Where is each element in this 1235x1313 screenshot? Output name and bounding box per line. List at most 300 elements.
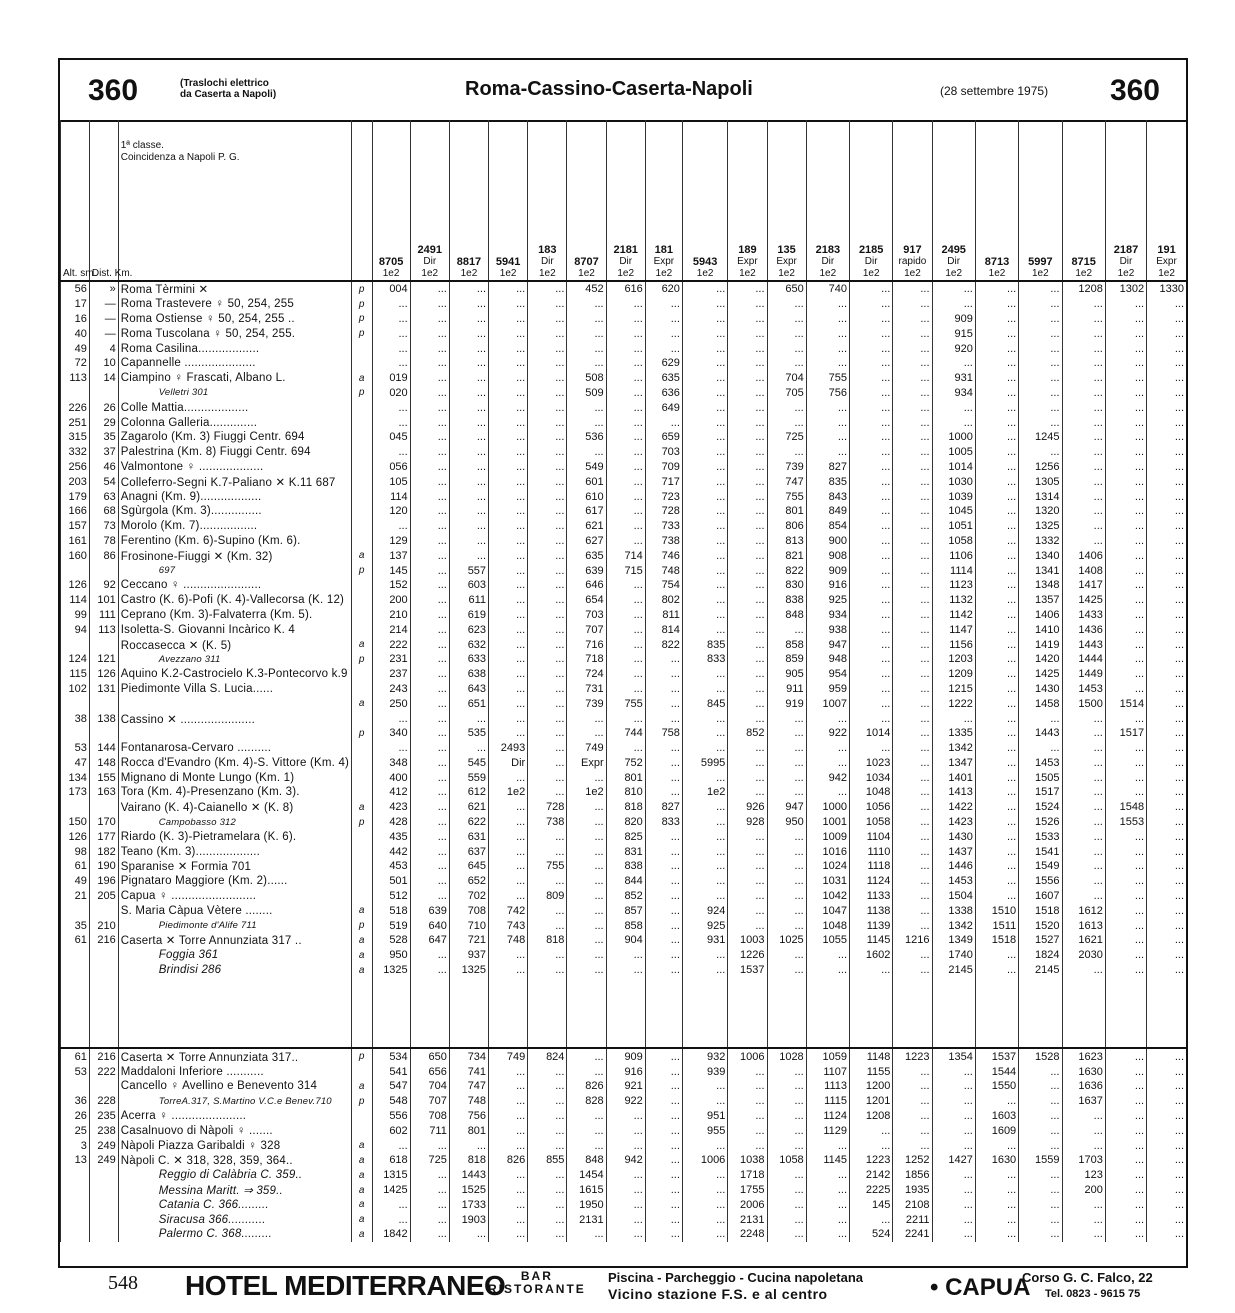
time-cell: ... <box>975 474 1018 489</box>
station-row <box>61 903 1187 918</box>
train-number: 8817 <box>456 256 482 268</box>
time-cell: 509 <box>567 386 606 401</box>
time-cell: 937 <box>449 948 488 963</box>
time-cell: ... <box>932 1138 975 1153</box>
time-cell: ... <box>528 1168 567 1183</box>
time-cell: ... <box>1019 1064 1062 1079</box>
time-cell: ... <box>606 356 645 371</box>
time-cell: ... <box>528 400 567 415</box>
altitude: 56 <box>61 281 90 297</box>
time-cell: 650 <box>410 1048 449 1064</box>
time-cell: ... <box>1062 474 1105 489</box>
train-class: 1e2 <box>578 268 595 279</box>
train-column-header <box>975 120 1018 281</box>
time-cell: 746 <box>645 548 682 563</box>
time-cell: ... <box>728 593 767 608</box>
time-cell: Expr <box>567 756 606 771</box>
time-cell: ... <box>850 386 893 401</box>
time-cell: 020 <box>372 386 410 401</box>
time-cell: ... <box>528 1227 567 1242</box>
train-category: Dir <box>947 256 961 267</box>
station-name: Catania C. 366......... <box>118 1197 351 1212</box>
time-cell: ... <box>645 1109 682 1124</box>
time-cell: ... <box>850 593 893 608</box>
time-cell: 1000 <box>932 430 975 445</box>
station-row <box>61 1153 1187 1168</box>
time-cell: 1203 <box>932 652 975 667</box>
time-cell: ... <box>767 1138 806 1153</box>
time-cell: ... <box>767 1227 806 1242</box>
distance-km: 216 <box>89 1048 118 1064</box>
time-cell: 547 <box>372 1079 410 1094</box>
time-cell: ... <box>728 534 767 549</box>
time-cell: ... <box>682 844 727 859</box>
time-cell: 715 <box>606 563 645 578</box>
time-cell: ... <box>528 593 567 608</box>
distance-km: 4 <box>89 341 118 356</box>
time-cell: 1505 <box>1019 770 1062 785</box>
time-cell: 1256 <box>1019 460 1062 475</box>
train-category: Dir <box>821 256 835 267</box>
time-cell: ... <box>728 1109 767 1124</box>
time-cell: ... <box>975 667 1018 682</box>
time-cell: ... <box>850 1123 893 1138</box>
time-cell: ... <box>682 859 727 874</box>
time-cell: ... <box>850 474 893 489</box>
time-cell: 1556 <box>1019 874 1062 889</box>
time-cell: ... <box>606 711 645 726</box>
time-cell: ... <box>806 963 849 978</box>
time-cell: 1320 <box>1019 504 1062 519</box>
time-cell: ... <box>528 519 567 534</box>
arr-dep-marker <box>351 519 372 534</box>
time-cell: 801 <box>449 1123 488 1138</box>
time-cell: 904 <box>606 933 645 948</box>
time-cell: ... <box>489 312 528 327</box>
time-cell: 744 <box>606 726 645 741</box>
time-cell: 704 <box>410 1079 449 1094</box>
time-cell: ... <box>606 297 645 312</box>
time-cell: ... <box>682 1079 727 1094</box>
time-cell: ... <box>767 889 806 904</box>
time-cell: 453 <box>372 859 410 874</box>
arr-dep-marker <box>351 682 372 697</box>
train-column-header <box>1105 120 1146 281</box>
time-cell: ... <box>410 415 449 430</box>
time-cell: ... <box>728 770 767 785</box>
time-cell: ... <box>1062 859 1105 874</box>
time-cell: 237 <box>372 667 410 682</box>
time-cell: 1533 <box>1019 829 1062 844</box>
ap-header <box>351 120 372 281</box>
time-cell: 1252 <box>893 1153 932 1168</box>
time-cell: ... <box>1147 563 1186 578</box>
time-cell: ... <box>850 356 893 371</box>
gap-cell <box>567 977 606 1048</box>
distance-km <box>89 1168 118 1183</box>
time-cell: ... <box>1105 829 1146 844</box>
time-cell: 639 <box>567 563 606 578</box>
time-cell: 1525 <box>449 1183 488 1198</box>
altitude: 13 <box>61 1153 90 1168</box>
time-cell: 1335 <box>932 726 975 741</box>
time-cell: ... <box>528 281 567 297</box>
time-cell: ... <box>806 741 849 756</box>
time-cell: 1612 <box>1062 903 1105 918</box>
time-cell: ... <box>489 563 528 578</box>
time-cell: 1023 <box>850 756 893 771</box>
train-category: Expr <box>1156 256 1177 267</box>
time-cell: ... <box>1105 326 1146 341</box>
station-name: Cancello ♀ Avellino e Benevento 314 <box>118 1079 351 1094</box>
time-cell: 1527 <box>1019 933 1062 948</box>
time-cell: ... <box>767 829 806 844</box>
time-cell: 1550 <box>975 1079 1018 1094</box>
time-cell: ... <box>606 578 645 593</box>
altitude: 53 <box>61 741 90 756</box>
time-cell: ... <box>728 341 767 356</box>
time-cell: ... <box>1062 371 1105 386</box>
time-cell: 1621 <box>1062 933 1105 948</box>
station-row <box>61 622 1187 637</box>
time-cell: ... <box>1062 889 1105 904</box>
time-cell: 911 <box>767 682 806 697</box>
station-row <box>61 341 1187 356</box>
time-cell: 129 <box>372 534 410 549</box>
time-cell: ... <box>806 415 849 430</box>
time-cell: ... <box>932 281 975 297</box>
time-cell: 621 <box>449 800 488 815</box>
distance-km <box>89 1183 118 1198</box>
time-cell: ... <box>645 785 682 800</box>
time-cell: ... <box>893 415 932 430</box>
time-cell: ... <box>489 474 528 489</box>
time-cell: ... <box>410 682 449 697</box>
time-cell: ... <box>728 829 767 844</box>
time-cell: 755 <box>606 696 645 711</box>
time-cell: ... <box>893 341 932 356</box>
time-cell: ... <box>1062 741 1105 756</box>
time-cell: 1118 <box>850 859 893 874</box>
time-cell: 2225 <box>850 1183 893 1198</box>
time-cell: ... <box>893 1094 932 1109</box>
time-cell: 708 <box>449 903 488 918</box>
time-cell: ... <box>893 696 932 711</box>
train-class: 1e2 <box>1158 268 1175 279</box>
time-cell: 818 <box>528 933 567 948</box>
time-cell: ... <box>1105 903 1146 918</box>
time-cell: 1824 <box>1019 948 1062 963</box>
time-cell: ... <box>645 1064 682 1079</box>
altitude: 256 <box>61 460 90 475</box>
station-row <box>61 829 1187 844</box>
time-cell: 1425 <box>1019 667 1062 682</box>
time-cell: ... <box>606 312 645 327</box>
time-cell: 825 <box>606 829 645 844</box>
time-cell: 728 <box>528 800 567 815</box>
train-class: 1e2 <box>499 268 517 279</box>
time-cell: 934 <box>806 608 849 623</box>
time-cell: ... <box>850 622 893 637</box>
time-cell: 1034 <box>850 770 893 785</box>
time-cell: 612 <box>449 785 488 800</box>
time-cell: 1528 <box>1019 1048 1062 1064</box>
time-cell: ... <box>489 682 528 697</box>
time-cell: ... <box>1147 1079 1186 1094</box>
time-cell: 844 <box>606 874 645 889</box>
distance-km: — <box>89 297 118 312</box>
time-cell: 822 <box>767 563 806 578</box>
time-cell: ... <box>728 297 767 312</box>
time-cell: ... <box>893 652 932 667</box>
time-cell: ... <box>528 667 567 682</box>
time-cell: ... <box>410 711 449 726</box>
time-cell: 1147 <box>932 622 975 637</box>
time-cell: ... <box>728 652 767 667</box>
time-cell: 2248 <box>728 1227 767 1242</box>
time-cell: ... <box>850 445 893 460</box>
time-cell: ... <box>528 489 567 504</box>
time-cell: 1059 <box>806 1048 849 1064</box>
time-cell: 1305 <box>1019 474 1062 489</box>
time-cell: 2145 <box>1019 963 1062 978</box>
time-cell: ... <box>645 696 682 711</box>
station-row <box>61 652 1187 667</box>
time-cell: 1436 <box>1062 622 1105 637</box>
train-number: 8707 <box>574 256 599 268</box>
time-cell: ... <box>682 948 727 963</box>
time-cell: ... <box>410 608 449 623</box>
station-name: TorreA.317, S.Martino V.C.e Benev.710 <box>118 1094 351 1109</box>
time-cell: ... <box>528 534 567 549</box>
time-cell: 528 <box>372 933 410 948</box>
time-cell: ... <box>1147 933 1186 948</box>
arr-dep-marker: a <box>351 1079 372 1094</box>
time-cell: ... <box>682 489 727 504</box>
arr-dep-marker <box>351 400 372 415</box>
time-cell: ... <box>728 356 767 371</box>
time-cell: 1446 <box>932 859 975 874</box>
time-cell: 1425 <box>372 1183 410 1198</box>
time-cell: ... <box>893 593 932 608</box>
time-cell: ... <box>893 504 932 519</box>
time-cell: ... <box>410 326 449 341</box>
time-cell: ... <box>1147 726 1186 741</box>
time-cell: 019 <box>372 371 410 386</box>
train-number: 2183 <box>815 244 841 256</box>
time-cell: 623 <box>449 622 488 637</box>
time-cell: 340 <box>372 726 410 741</box>
time-cell: ... <box>975 593 1018 608</box>
station-row <box>61 696 1187 711</box>
time-cell: ... <box>1019 415 1062 430</box>
altitude: 115 <box>61 667 90 682</box>
time-cell: ... <box>893 281 932 297</box>
arr-dep-marker <box>351 756 372 771</box>
altitude: 94 <box>61 622 90 637</box>
time-cell: 631 <box>449 829 488 844</box>
time-cell: 909 <box>606 1048 645 1064</box>
time-cell: 1338 <box>932 903 975 918</box>
arr-dep-marker: p <box>351 1048 372 1064</box>
time-cell: ... <box>410 770 449 785</box>
train-class: 1e2 <box>1075 268 1093 279</box>
time-cell: 758 <box>645 726 682 741</box>
time-cell: ... <box>489 800 528 815</box>
time-cell: ... <box>850 548 893 563</box>
time-cell: ... <box>975 1212 1018 1227</box>
time-cell: 1623 <box>1062 1048 1105 1064</box>
time-cell: 2145 <box>932 963 975 978</box>
legend-first-class: 1ª classe. <box>120 140 164 151</box>
time-cell: ... <box>682 474 727 489</box>
time-cell: 1443 <box>449 1168 488 1183</box>
time-cell: 1437 <box>932 844 975 859</box>
altitude: 226 <box>61 400 90 415</box>
time-cell: 1145 <box>850 933 893 948</box>
time-cell: ... <box>1105 874 1146 889</box>
time-cell: 114 <box>372 489 410 504</box>
time-cell: ... <box>1105 933 1146 948</box>
time-cell: ... <box>975 489 1018 504</box>
time-cell: 1302 <box>1105 281 1146 297</box>
time-cell: ... <box>1019 326 1062 341</box>
time-cell: 702 <box>449 889 488 904</box>
train-class: 1e2 <box>382 268 400 279</box>
time-cell: 1045 <box>932 504 975 519</box>
arr-dep-marker: a <box>351 696 372 711</box>
time-cell: 924 <box>682 903 727 918</box>
time-cell: 756 <box>806 386 849 401</box>
train-category: Dir <box>619 256 633 267</box>
time-cell: 854 <box>806 519 849 534</box>
station-row <box>61 312 1187 327</box>
time-cell: ... <box>975 800 1018 815</box>
time-cell: ... <box>850 281 893 297</box>
time-cell: ... <box>1062 815 1105 830</box>
time-cell: ... <box>1105 1168 1146 1183</box>
station-row <box>61 933 1187 948</box>
time-cell: ... <box>410 1212 449 1227</box>
time-cell: ... <box>767 918 806 933</box>
time-cell: ... <box>806 785 849 800</box>
station-row <box>61 800 1187 815</box>
station-row <box>61 1094 1187 1109</box>
time-cell: ... <box>728 474 767 489</box>
time-cell: 1410 <box>1019 622 1062 637</box>
time-cell: 858 <box>606 918 645 933</box>
distance-km: 155 <box>89 770 118 785</box>
time-cell: 1526 <box>1019 815 1062 830</box>
time-cell: ... <box>1019 1109 1062 1124</box>
time-cell: ... <box>850 326 893 341</box>
time-cell: 654 <box>567 593 606 608</box>
train-column-header <box>410 120 449 281</box>
altitude <box>61 1212 90 1227</box>
time-cell: ... <box>728 281 767 297</box>
station-row <box>61 1109 1187 1124</box>
time-cell: 1e2 <box>682 785 727 800</box>
time-cell: ... <box>682 800 727 815</box>
time-cell: ... <box>489 504 528 519</box>
time-cell: 748 <box>645 563 682 578</box>
time-cell: ... <box>645 312 682 327</box>
time-cell: ... <box>567 963 606 978</box>
altitude: 49 <box>61 874 90 889</box>
time-cell: ... <box>975 608 1018 623</box>
time-cell: ... <box>728 859 767 874</box>
time-cell: ... <box>372 1212 410 1227</box>
time-cell: ... <box>932 1123 975 1138</box>
time-cell: ... <box>1105 519 1146 534</box>
time-cell: 518 <box>372 903 410 918</box>
station-name: Maddaloni Inferiore ........... <box>118 1064 351 1079</box>
time-cell: ... <box>767 445 806 460</box>
time-cell: ... <box>528 682 567 697</box>
arr-dep-marker <box>351 430 372 445</box>
time-cell: ... <box>489 1079 528 1094</box>
altitude: 179 <box>61 489 90 504</box>
time-cell: 2211 <box>893 1212 932 1227</box>
time-cell: ... <box>410 563 449 578</box>
time-cell: 1740 <box>932 948 975 963</box>
altitude: 36 <box>61 1094 90 1109</box>
distance-km: — <box>89 326 118 341</box>
time-cell: ... <box>975 1094 1018 1109</box>
time-cell: ... <box>410 534 449 549</box>
time-cell: 725 <box>767 430 806 445</box>
time-cell: ... <box>449 326 488 341</box>
time-cell: 137 <box>372 548 410 563</box>
time-cell: ... <box>1105 844 1146 859</box>
time-cell: 2493 <box>489 741 528 756</box>
time-cell: ... <box>806 1197 849 1212</box>
time-cell: 1139 <box>850 918 893 933</box>
time-cell: ... <box>1147 297 1186 312</box>
time-cell: 707 <box>410 1094 449 1109</box>
time-cell: ... <box>528 430 567 445</box>
train-column-header <box>932 120 975 281</box>
time-cell: ... <box>682 741 727 756</box>
gap-cell <box>682 977 727 1048</box>
train-column-header <box>806 120 849 281</box>
station-name: Palermo C. 368......... <box>118 1227 351 1242</box>
time-cell: 705 <box>767 386 806 401</box>
time-cell: ... <box>1147 371 1186 386</box>
time-cell: ... <box>1105 1153 1146 1168</box>
time-cell: ... <box>489 386 528 401</box>
time-cell: ... <box>767 1079 806 1094</box>
time-cell: 1156 <box>932 637 975 652</box>
time-cell: 1155 <box>850 1064 893 1079</box>
time-cell: ... <box>682 341 727 356</box>
time-cell: ... <box>567 400 606 415</box>
time-cell: 942 <box>806 770 849 785</box>
time-cell: ... <box>682 667 727 682</box>
time-cell: ... <box>1062 489 1105 504</box>
time-cell: ... <box>372 400 410 415</box>
altitude: 98 <box>61 844 90 859</box>
distance-km: 26 <box>89 400 118 415</box>
time-cell: ... <box>645 948 682 963</box>
station-row <box>61 874 1187 889</box>
time-cell: ... <box>567 1109 606 1124</box>
station-row <box>61 1138 1187 1153</box>
time-cell: ... <box>489 430 528 445</box>
time-cell: ... <box>728 874 767 889</box>
time-cell: ... <box>728 430 767 445</box>
advertisement-footer <box>60 1270 1190 1310</box>
